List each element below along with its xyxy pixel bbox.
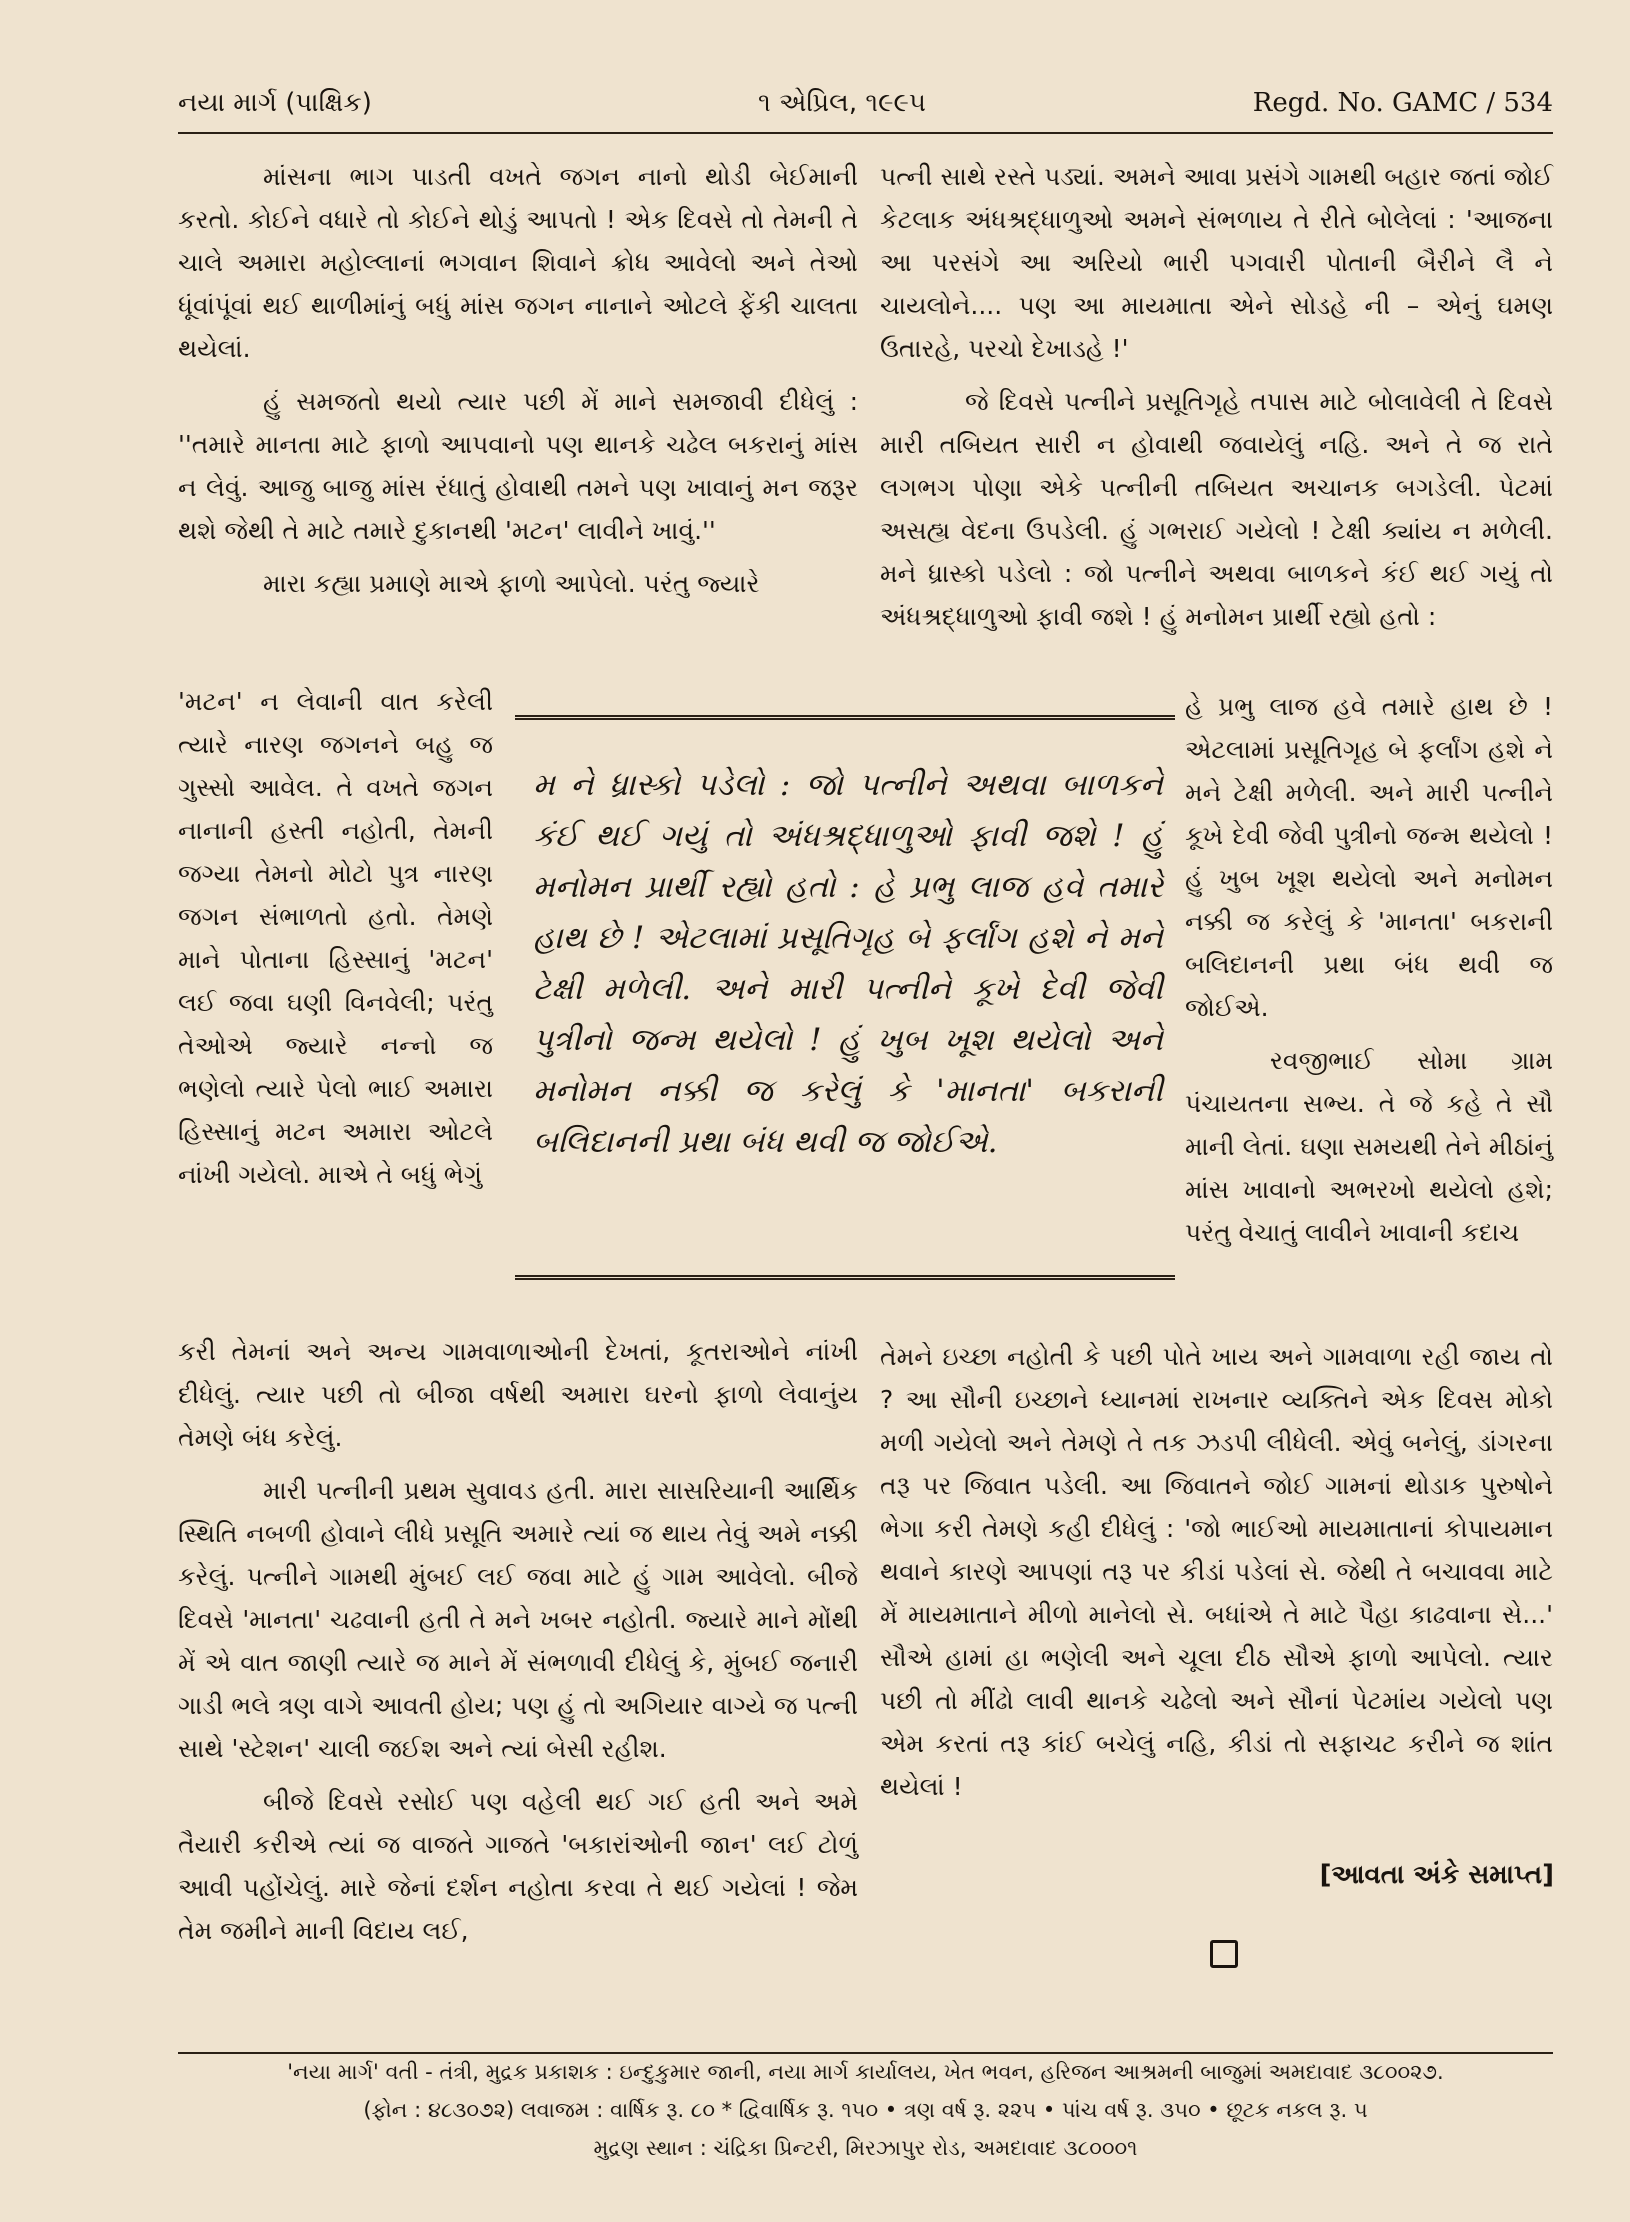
footer-rule bbox=[178, 2052, 1553, 2054]
header-rule bbox=[178, 132, 1553, 134]
paragraph: માંસના ભાગ પાડતી વખતે જગન નાનો થોડી બેઈમાની કરતો. કોઈને વધારે તો કોઈને થોડું આપતો ! એક દિવસે તો તેમની તે ચાલે અમારા મહોલ્લાનાં ભગવાન શિવાને ક્રોધ આવેલો અને તેઓ ધૂંવાંપૂંવાં થઈ થાળીમાંનું બધું માંસ જગન નાનાને ઓટલે ફેંકી ચાલતા થયેલાં. bbox=[178, 162, 858, 363]
footer-line-subscription: (ફોન : ૪૮૩૦૭૨) લવાજમ : વાર્ષિક રૂ. ૮૦ * દ્વિવાર્ષિક રૂ. ૧૫૦ • ત્રણ વર્ષ રૂ. ૨૨૫ • પાંચ વર્ષ રૂ. ૩૫૦ • છૂટક નકલ રૂ. ૫ bbox=[363, 2098, 1368, 2122]
paragraph: બીજે દિવસે રસોઈ પણ વહેલી થઈ ગઈ હતી અને અમે તૈયારી કરીએ ત્યાં જ વાજતે ગાજતે 'બકારાંઓની જાન' લઈ ટોળું આવી પહોંચેલું. મારે જેનાં દર્શન નહોતા કરવા તે થઈ ગયેલાં ! જેમ તેમ જમીને માની વિદાય લઈ, bbox=[178, 1787, 858, 1945]
paragraph: તેમને ઇચ્છા નહોતી કે પછી પોતે ખાય અને ગામવાળા રહી જાય તો ? આ સૌની ઇચ્છાને ધ્યાનમાં રાખનાર વ્યક્તિને એક દિવસ મોકો મળી ગયેલો અને તેમણે તે તક ઝડપી લીધેલી. એવું બનેલું, ડાંગરના તરૂ પર જિવાત પડેલી. આ જિવાતને જોઈ ગામનાં થોડાક પુરુષોને ભેગા કરી તેમણે કહી દીધેલું : 'જો ભાઈઓ માયમાતાનાં કોપાયમાન થવાને કારણે આપણાં તરૂ પર કીડાં પડેલાં સે. જેથી તે બચાવવા માટે મેં માયમાતાને મીળો માનેલો સે. બધાંએ તે માટે પૈહા કાઢવાના સે...' સૌએ હામાં હા ભણેલી અને ચૂલા દીઠ સૌએ ફાળો આપેલો. ત્યાર પછી તો મીંઢો લાવી થાનકે ચઢેલો અને સૌનાં પેટમાંય ગયેલો પણ એમ કરતાં તરૂ કાંઈ બચેલું નહિ, કીડાં તો સફાચટ કરીને જ શાંત થયેલાં ! bbox=[880, 1342, 1553, 1801]
left-column-top bbox=[178, 155, 858, 605]
paragraph: કરી તેમનાં અને અન્ય ગામવાળાઓની દેખતાં, કૂતરાઓને નાંખી દીધેલું. ત્યાર પછી તો બીજા વર્ષથી અમારા ઘરનો ફાળો લેવાનુંય તેમણે બંધ કરેલું. bbox=[178, 1337, 858, 1452]
right-column-bottom bbox=[880, 1335, 1553, 1808]
paragraph: મારા કહ્યા પ્રમાણે માએ ફાળો આપેલો. પરંતુ જ્યારે bbox=[263, 569, 760, 598]
left-column-bottom bbox=[178, 1330, 858, 1952]
paragraph: જે દિવસે પત્નીને પ્રસૂતિગૃહે તપાસ માટે બોલાવેલી તે દિવસે મારી તબિયત સારી ન હોવાથી જવાયેલું નહિ. અને તે જ રાતે લગભગ પોણા એકે પત્નીની તબિયત અચાનક બગડેલી. પેટમાં અસહ્ય વેદના ઉપડેલી. હું ગભરાઈ ગયેલો ! ટેક્ષી ક્યાંય ન મળેલી. મને ધ્રાસ્કો પડેલો : જો પત્નીને અથવા બાળકને કંઈ થઈ ગયું તો અંધશ્રદ્ધાળુઓ ફાવી જશે ! હું મનોમન પ્રાર્થી રહ્યો હતો : bbox=[880, 387, 1553, 631]
right-column-narrow bbox=[1185, 685, 1553, 1254]
paragraph: 'મટન' ન લેવાની વાત કરેલી ત્યારે નારણ જગનને બહુ જ ગુસ્સો આવેલ. તે વખતે જગન નાનાની હસ્તી નહોતી, તેમની જગ્યા તેમનો મોટો પુત્ર નારણ જગન સંભાળતો હતો. તેમણે માને પોતાના હિસ્સાનું 'મટન' લઈ જવા ઘણી વિનવેલી; પરંતુ તેઓએ જ્યારે નન્નો જ ભણેલો ત્યારે પેલો ભાઈ અમારા હિસ્સાનું મટન અમારા ઓટલે નાંખી ગયેલો. માએ તે બધું ભેગું bbox=[178, 687, 493, 1189]
left-column-narrow bbox=[178, 680, 493, 1196]
continued-note: [આવતા અંકે સમાપ્ત] bbox=[1319, 1860, 1554, 1890]
paragraph: હે પ્રભુ લાજ હવે તમારે હાથ છે ! એટલામાં પ્રસૂતિગૃહ બે ફર્લાંગ હશે ને મને ટેક્ષી મળેલી. અને મારી પત્નીને કૂખે દેવી જેવી પુત્રીનો જન્મ થયેલો ! હું ખુબ ખૂશ થયેલો અને મનોમન નક્કી જ કરેલું કે 'માનતા' બકરાની બલિદાનની પ્રથા બંધ થવી જ જોઈએ. bbox=[1185, 692, 1553, 1022]
registration-number: Regd. No. GAMC / 534 bbox=[1252, 88, 1553, 118]
publication-name: નયા માર્ગ (પાક્ષિક) bbox=[178, 88, 372, 118]
end-of-article-box-icon bbox=[1210, 1940, 1238, 1968]
paragraph: મારી પત્નીની પ્રથમ સુવાવડ હતી. મારા સાસરિયાની આર્થિક સ્થિતિ નબળી હોવાને લીધે પ્રસૂતિ અમારે ત્યાં જ થાય તેવું અમે નક્કી કરેલું. પત્નીને ગામથી મુંબઈ લઈ જવા માટે હું ગામ આવેલો. બીજે દિવસે 'માનતા' ચઢવાની હતી તે મને ખબર નહોતી. જ્યારે માને મોંથી મેં એ વાત જાણી ત્યારે જ માને મેં સંભળાવી દીધેલું કે, મુંબઈ જનારી ગાડી ભલે ત્રણ વાગે આવતી હોય; પણ હું તો અગિયાર વાગ્યે જ પત્ની સાથે 'સ્ટેશન' ચાલી જઈશ અને ત્યાં બેસી રહીશ. bbox=[178, 1476, 858, 1763]
paragraph: હું સમજતો થયો ત્યાર પછી મેં માને સમજાવી દીધેલું : ''તમારે માનતા માટે ફાળો આપવાનો પણ થાનકે ચઢેલ બકરાનું માંસ ન લેવું. આજુ બાજુ માંસ રંધાતું હોવાથી તમને પણ ખાવાનું મન જરૂર થશે જેથી તે માટે તમારે દુકાનથી 'મટન' લાવીને ખાવું.'' bbox=[178, 387, 858, 545]
pull-quote-text: મ ને ધ્રાસ્કો પડેલો : જો પત્નીને અથવા બાળકને કંઈ થઈ ગયું તો અંધશ્રદ્ધાળુઓ ફાવી જશે ! હું મનોમન પ્રાર્થી રહ્યો હતો : હે પ્રભુ લાજ હવે તમારે હાથ છે ! એટલામાં પ્રસૂતિગૃહ બે ફર્લાંગ હશે ને મને ટેક્ષી મળેલી. અને મારી પત્નીને કૂખે દેવી જેવી પુત્રીનો જન્મ થયેલો ! હું ખુબ ખૂશ થયેલો અને મનોમન નક્કી જ કરેલું કે 'માનતા' બકરાની બલિદાનની પ્રથા બંધ થવી જ જોઈએ. bbox=[533, 767, 1163, 1160]
page-header bbox=[178, 88, 1553, 128]
pull-quote bbox=[515, 715, 1175, 1280]
issue-date: ૧ એપ્રિલ, ૧૯૯૫ bbox=[758, 88, 926, 118]
paragraph: પત્ની સાથે રસ્તે પડ્યાં. અમને આવા પ્રસંગે ગામથી બહાર જતાં જોઈ કેટલાક અંધશ્રદ્ધાળુઓ અમને સંભળાય તે રીતે બોલેલાં : 'આજના આ પરસંગે આ અરિયો ભારી પગવારી પોતાની બૈરીને લૈ ને ચાયલોને.... પણ આ માયમાતા એને સોડહે ની – એનું ઘમણ ઉતારહે, પરચો દેખાડહે !' bbox=[880, 162, 1553, 363]
footer-line-publisher: 'નયા માર્ગ' વતી - તંત્રી, મુદ્રક પ્રકાશક : ઇન્દુકુમાર જાની, નયા માર્ગ કાર્યાલય, ખેત ભવન, હરિજન આશ્રમની બાજુમાં અમદાવાદ ૩૮૦૦૨૭. bbox=[287, 2060, 1444, 2084]
footer-line-printer: મુદ્રણ સ્થાન : ચંદ્રિકા પ્રિન્ટરી, મિરઝાપુર રોડ, અમદાવાદ ૩૮૦૦૦૧ bbox=[593, 2136, 1138, 2160]
right-column-top bbox=[880, 155, 1553, 638]
paragraph: રવજીભાઈ સોમા ગ્રામ પંચાયતના સભ્ય. તે જે કહે તે સૌ માની લેતાં. ઘણા સમયથી તેને મીઠાંનું માંસ ખાવાનો અભરખો થયેલો હશે; પરંતુ વેચાતું લાવીને ખાવાની કદાચ bbox=[1185, 1046, 1553, 1247]
